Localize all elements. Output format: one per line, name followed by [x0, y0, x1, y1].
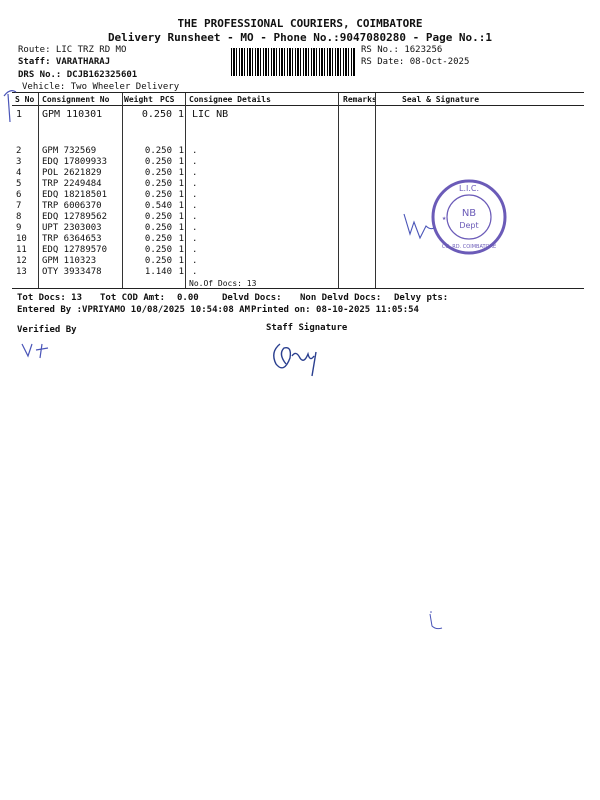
no-of-docs: No.Of Docs: 13	[189, 279, 257, 288]
stamp-ring-text: CO. RD. COIMBATORE	[441, 244, 497, 250]
row-consignee: .	[192, 223, 198, 233]
row-weight: 0.250	[144, 190, 172, 200]
stamp-top-text: L.I.C.	[458, 184, 480, 193]
route: Route: LIC TRZ RD MO	[18, 45, 127, 55]
row-consignee: .	[192, 245, 198, 255]
row-pcs: 1	[178, 146, 184, 156]
row-weight: 0.250	[141, 109, 172, 120]
table-row	[14, 212, 197, 223]
row-consignee: .	[192, 234, 198, 244]
row-consignee: .	[192, 256, 198, 266]
row-consignment: EDQ 12789562	[42, 212, 108, 222]
recipient-signature-mark	[400, 208, 440, 244]
row-weight: 0.250	[144, 234, 172, 244]
tot-cod-value: 0.00	[177, 293, 199, 303]
stamp-center-text: NB	[461, 208, 477, 219]
table-row	[14, 190, 197, 201]
table-top-rule	[12, 92, 584, 93]
row-weight: 1.140	[144, 267, 172, 277]
row-sno: 9	[16, 223, 22, 233]
document-subtitle: Delivery Runsheet - MO - Phone No.:9047080280 - Page No.:1	[107, 31, 493, 44]
row-pcs: 1	[178, 256, 184, 266]
row-consignee: .	[192, 146, 198, 156]
table-row	[14, 146, 197, 157]
row-pcs: 1	[178, 190, 184, 200]
row-sno: 5	[16, 179, 22, 189]
row-consignment: GPM 110323	[42, 256, 97, 266]
row-consignment: EDQ 17809933	[42, 157, 108, 167]
col-header-sno: S No	[15, 95, 35, 104]
row-consignment: TRP 6006370	[42, 201, 102, 211]
table-row	[14, 267, 197, 278]
table-row	[14, 168, 197, 179]
star-icon: ★	[442, 214, 447, 222]
row-sno: 8	[16, 212, 22, 222]
row-pcs: 1	[178, 212, 184, 222]
row-sno: 6	[16, 190, 22, 200]
row-weight: 0.250	[144, 179, 172, 189]
row-weight: 0.250	[144, 157, 172, 167]
table-bottom-rule	[12, 288, 584, 289]
delvd-docs: Delvd Docs:	[222, 293, 282, 303]
row-consignment: EDQ 18218501	[42, 190, 108, 200]
table-row	[14, 157, 197, 168]
row-sno: 11	[16, 245, 27, 255]
table-row	[14, 234, 197, 245]
stamp-bottom-text: Dept	[459, 221, 479, 230]
row-sno: 2	[16, 146, 22, 156]
grid-line	[338, 93, 339, 288]
table-header-rule	[12, 105, 584, 106]
row-pcs: 1	[177, 109, 184, 120]
row-sno: 7	[16, 201, 22, 211]
table-row	[14, 109, 228, 120]
table-row	[14, 201, 197, 212]
delvy-pts: Delvy pts:	[394, 293, 449, 303]
entered-by: Entered By :VPRIYAMO 10/08/2025 10:54:08 AM	[17, 305, 250, 315]
verified-by-label: Verified By	[17, 325, 77, 335]
grid-line	[375, 93, 376, 288]
row-pcs: 1	[178, 157, 184, 167]
runsheet-table	[14, 109, 228, 120]
barcode	[231, 48, 355, 76]
row-weight: 0.540	[144, 201, 172, 211]
row-pcs: 1	[178, 245, 184, 255]
row-pcs: 1	[178, 168, 184, 178]
row-consignment: GPM 732569	[42, 146, 97, 156]
row-weight: 0.250	[144, 146, 172, 156]
row-consignee: LIC NB	[192, 109, 229, 120]
document-title: THE PROFESSIONAL COURIERS, COIMBATORE	[177, 17, 423, 30]
row-consignment: TRP 6364653	[42, 234, 102, 244]
row-consignment: TRP 2249484	[42, 179, 102, 189]
row-consignee: .	[192, 157, 198, 167]
row-consignment: GPM 110301	[42, 109, 103, 120]
row-weight: 0.250	[144, 245, 172, 255]
row-weight: 0.250	[144, 212, 172, 222]
runsheet-table-continued	[14, 146, 197, 278]
row-pcs: 1	[178, 234, 184, 244]
row-sno: 12	[16, 256, 27, 266]
row-consignee: .	[192, 168, 198, 178]
lic-nb-dept-stamp	[428, 176, 510, 258]
row-pcs: 1	[178, 179, 184, 189]
table-row	[14, 223, 197, 234]
col-header-pcs: PCS	[160, 95, 175, 104]
row-weight: 0.250	[144, 223, 172, 233]
row-consignment: OTY 3933478	[42, 267, 102, 277]
row-consignment: POL 2621829	[42, 168, 102, 178]
row-consignment: UPT 2303003	[42, 223, 102, 233]
table-row	[14, 256, 197, 267]
staff-signature-label: Staff Signature	[266, 323, 348, 333]
verified-by-signature	[20, 338, 66, 362]
row-pcs: 1	[178, 201, 184, 211]
table-row	[14, 179, 197, 190]
staff-signature-mark	[262, 334, 334, 380]
table-row	[14, 245, 197, 256]
row-consignee: .	[192, 212, 198, 222]
row-consignment: EDQ 12789570	[42, 245, 108, 255]
row-sno: 3	[16, 157, 22, 167]
rs-date: RS Date: 08-Oct-2025	[361, 57, 470, 67]
row-consignee: .	[192, 201, 198, 211]
rs-number: RS No.: 1623256	[361, 45, 443, 55]
row-sno: 1	[16, 109, 23, 120]
row-pcs: 1	[178, 267, 184, 277]
col-header-weight: Weight	[124, 95, 153, 104]
col-header-remarks: Remarks	[343, 95, 377, 104]
row-sno: 10	[16, 234, 27, 244]
row-sno: 13	[16, 267, 27, 277]
drs-number: DRS No.: DCJB162325601	[18, 70, 138, 80]
row-consignee: .	[192, 190, 198, 200]
non-delvd-docs: Non Delvd Docs:	[300, 293, 382, 303]
col-header-consignee: Consignee Details	[189, 95, 271, 104]
stray-ink-mark	[422, 608, 452, 638]
tot-cod-label: Tot COD Amt:	[100, 293, 166, 303]
row-consignee: .	[192, 179, 198, 189]
row-pcs: 1	[178, 223, 184, 233]
printed-on: Printed on: 08-10-2025 11:05:54	[251, 305, 419, 315]
row-sno: 4	[16, 168, 22, 178]
row-weight: 0.250	[144, 256, 172, 266]
margin-tick-mark	[0, 82, 30, 132]
row-consignee: .	[192, 267, 198, 277]
row-weight: 0.250	[144, 168, 172, 178]
vehicle: Vehicle: Two Wheeler Delivery	[22, 82, 180, 92]
col-header-consignment: Consignment No	[42, 95, 110, 104]
col-header-seal: Seal & Signature	[402, 95, 480, 104]
staff-name: Staff: VARATHARAJ	[18, 57, 111, 67]
tot-docs: Tot Docs: 13	[17, 293, 83, 303]
